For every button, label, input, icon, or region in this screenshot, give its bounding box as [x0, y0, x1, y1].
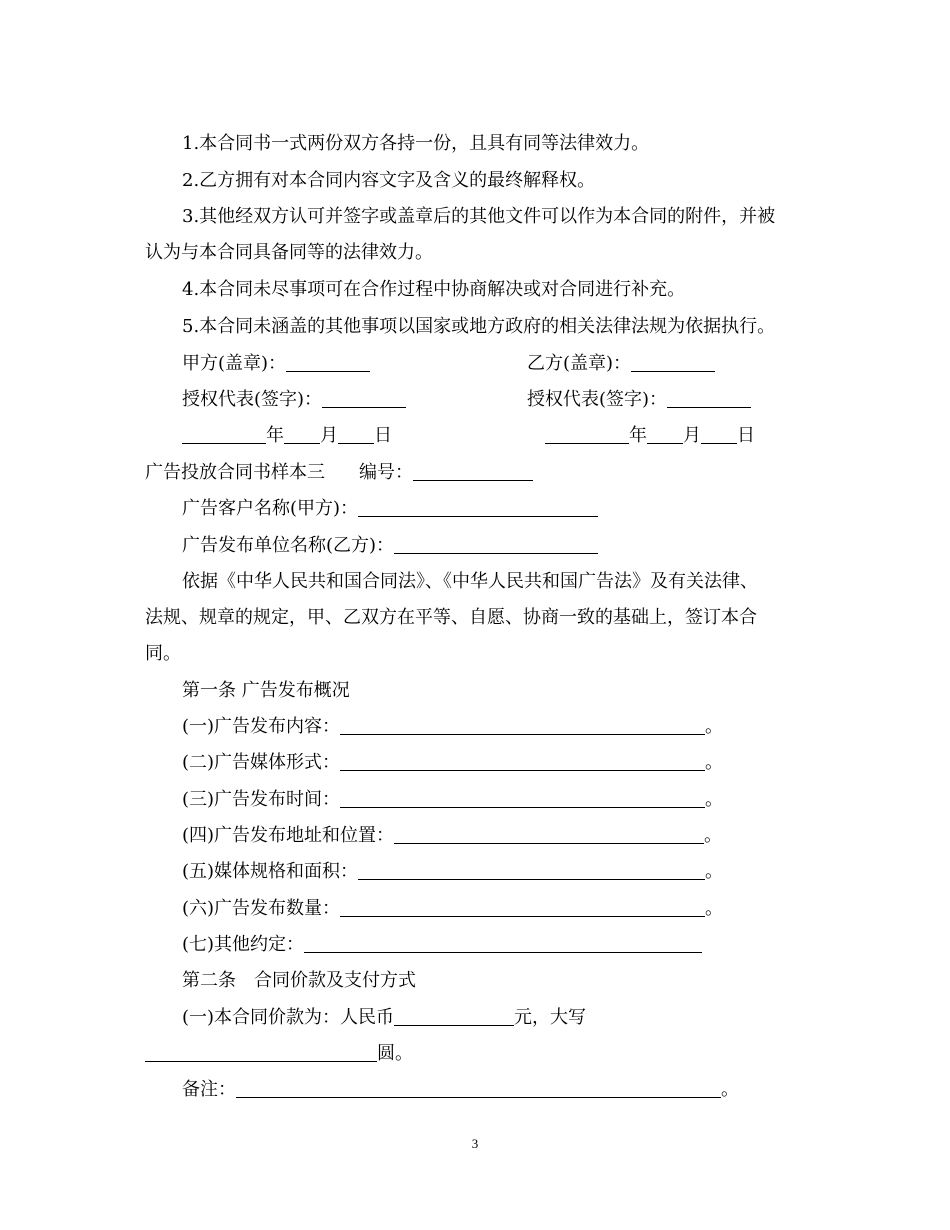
- item-label: (三)广告发布时间：: [182, 789, 341, 810]
- item-label: (七)其他约定：: [182, 934, 305, 955]
- other-blank[interactable]: [304, 934, 702, 953]
- article-1-item-4: [182, 824, 722, 848]
- spec-blank[interactable]: [358, 861, 705, 880]
- date-a-month-blank[interactable]: [284, 425, 320, 444]
- item-label: (一)广告发布内容：: [182, 716, 341, 737]
- period: 。: [704, 825, 723, 846]
- media-form-blank[interactable]: [340, 752, 705, 771]
- article-2-title: 第二条 合同价款及支付方式: [182, 970, 416, 991]
- preamble-line-3: 同。: [145, 643, 181, 664]
- time-blank[interactable]: [340, 789, 705, 808]
- clause-2: 2.乙方拥有对本合同内容文字及含义的最终解释权。: [182, 170, 596, 191]
- publisher-name-line: [182, 534, 598, 558]
- party-a-date: [182, 424, 392, 448]
- rep-a-label: 授权代表(签字)：: [182, 389, 323, 410]
- party-b-seal: [527, 352, 715, 376]
- date-b-day-blank[interactable]: [701, 425, 737, 444]
- party-b-seal-label: 乙方(盖章)：: [527, 353, 632, 374]
- remark-label: 备注：: [182, 1079, 236, 1100]
- party-a-seal-label: 甲方(盖章)：: [182, 353, 287, 374]
- period: 。: [705, 716, 724, 737]
- location-blank[interactable]: [394, 825, 704, 844]
- period: 。: [705, 898, 724, 919]
- party-a-seal-blank[interactable]: [286, 353, 370, 372]
- period: 。: [721, 1079, 739, 1100]
- client-name-label: 广告客户名称(甲方)：: [182, 498, 359, 519]
- date-a-year-blank[interactable]: [182, 425, 266, 444]
- article-1-item-6: [182, 897, 723, 921]
- article-1-item-5: [182, 860, 723, 884]
- rep-b-blank[interactable]: [667, 389, 751, 408]
- item-label: (六)广告发布数量：: [182, 898, 341, 919]
- rep-a-blank[interactable]: [322, 389, 406, 408]
- period: 。: [705, 861, 724, 882]
- item-label: (五)媒体规格和面积：: [182, 861, 359, 882]
- clause-3-cont: 认为与本合同具备同等的法律效力。: [145, 242, 433, 263]
- quantity-blank[interactable]: [340, 898, 705, 917]
- clause-4: 4.本合同未尽事项可在合作过程中协商解决或对合同进行补充。: [182, 279, 686, 300]
- date-a-month-label: 月: [320, 425, 338, 446]
- party-a-seal: [182, 352, 370, 376]
- date-b-day-label: 日: [737, 425, 755, 446]
- contract-title-line: [145, 461, 533, 485]
- price-uppercase-blank[interactable]: [145, 1043, 377, 1062]
- price-mid: 元，大写: [514, 1007, 587, 1028]
- period: 。: [705, 789, 724, 810]
- contract-number-blank[interactable]: [413, 462, 533, 481]
- period: 。: [705, 752, 724, 773]
- article-1-title: 第一条 广告发布概况: [182, 680, 350, 701]
- clause-5: 5.本合同未涵盖的其他事项以国家或地方政府的相关法律法规为依据执行。: [182, 316, 776, 337]
- party-b-seal-blank[interactable]: [631, 353, 715, 372]
- party-b-date: [545, 424, 755, 448]
- contract-title: 广告投放合同书样本三: [145, 462, 325, 483]
- party-a-representative: [182, 388, 406, 412]
- item-label: (四)广告发布地址和位置：: [182, 825, 395, 846]
- price-uppercase-line: [145, 1042, 413, 1066]
- date-b-year-blank[interactable]: [545, 425, 629, 444]
- article-1-item-3: [182, 788, 723, 812]
- date-a-day-label: 日: [374, 425, 392, 446]
- client-name-line: [182, 497, 598, 521]
- clause-1: 1.本合同书一式两份双方各持一份，且具有同等法律效力。: [182, 133, 650, 154]
- publisher-name-label: 广告发布单位名称(乙方)：: [182, 535, 395, 556]
- date-b-month-label: 月: [683, 425, 701, 446]
- date-a-year-label: 年: [266, 425, 284, 446]
- contract-number-label: 编号：: [359, 462, 413, 483]
- price-amount-blank[interactable]: [394, 1007, 514, 1026]
- clause-3: 3.其他经双方认可并签字或盖章后的其他文件可以作为本合同的附件，并被: [182, 206, 776, 227]
- preamble-line-1: 依据《中华人民共和国合同法》、《中华人民共和国广告法》及有关法律、: [182, 571, 758, 592]
- content-blank[interactable]: [340, 716, 705, 735]
- preamble-line-2: 法规、规章的规定，甲、乙双方在平等、自愿、协商一致的基础上，签订本合: [145, 607, 757, 628]
- date-b-year-label: 年: [629, 425, 647, 446]
- client-name-blank[interactable]: [358, 498, 598, 517]
- remark-line: [182, 1078, 739, 1102]
- article-1-item-7: [182, 933, 702, 957]
- page-number: 3: [471, 1136, 479, 1151]
- price-suffix: 圆。: [377, 1043, 413, 1064]
- rep-b-label: 授权代表(签字)：: [527, 389, 668, 410]
- price-line: [182, 1006, 586, 1030]
- item-label: (二)广告媒体形式：: [182, 752, 341, 773]
- article-1-item-1: [182, 715, 723, 739]
- publisher-name-blank[interactable]: [394, 535, 598, 554]
- date-b-month-blank[interactable]: [647, 425, 683, 444]
- party-b-representative: [527, 388, 751, 412]
- price-prefix: (一)本合同价款为：人民币: [182, 1007, 395, 1028]
- article-1-item-2: [182, 751, 723, 775]
- date-a-day-blank[interactable]: [338, 425, 374, 444]
- remark-blank[interactable]: [236, 1079, 721, 1098]
